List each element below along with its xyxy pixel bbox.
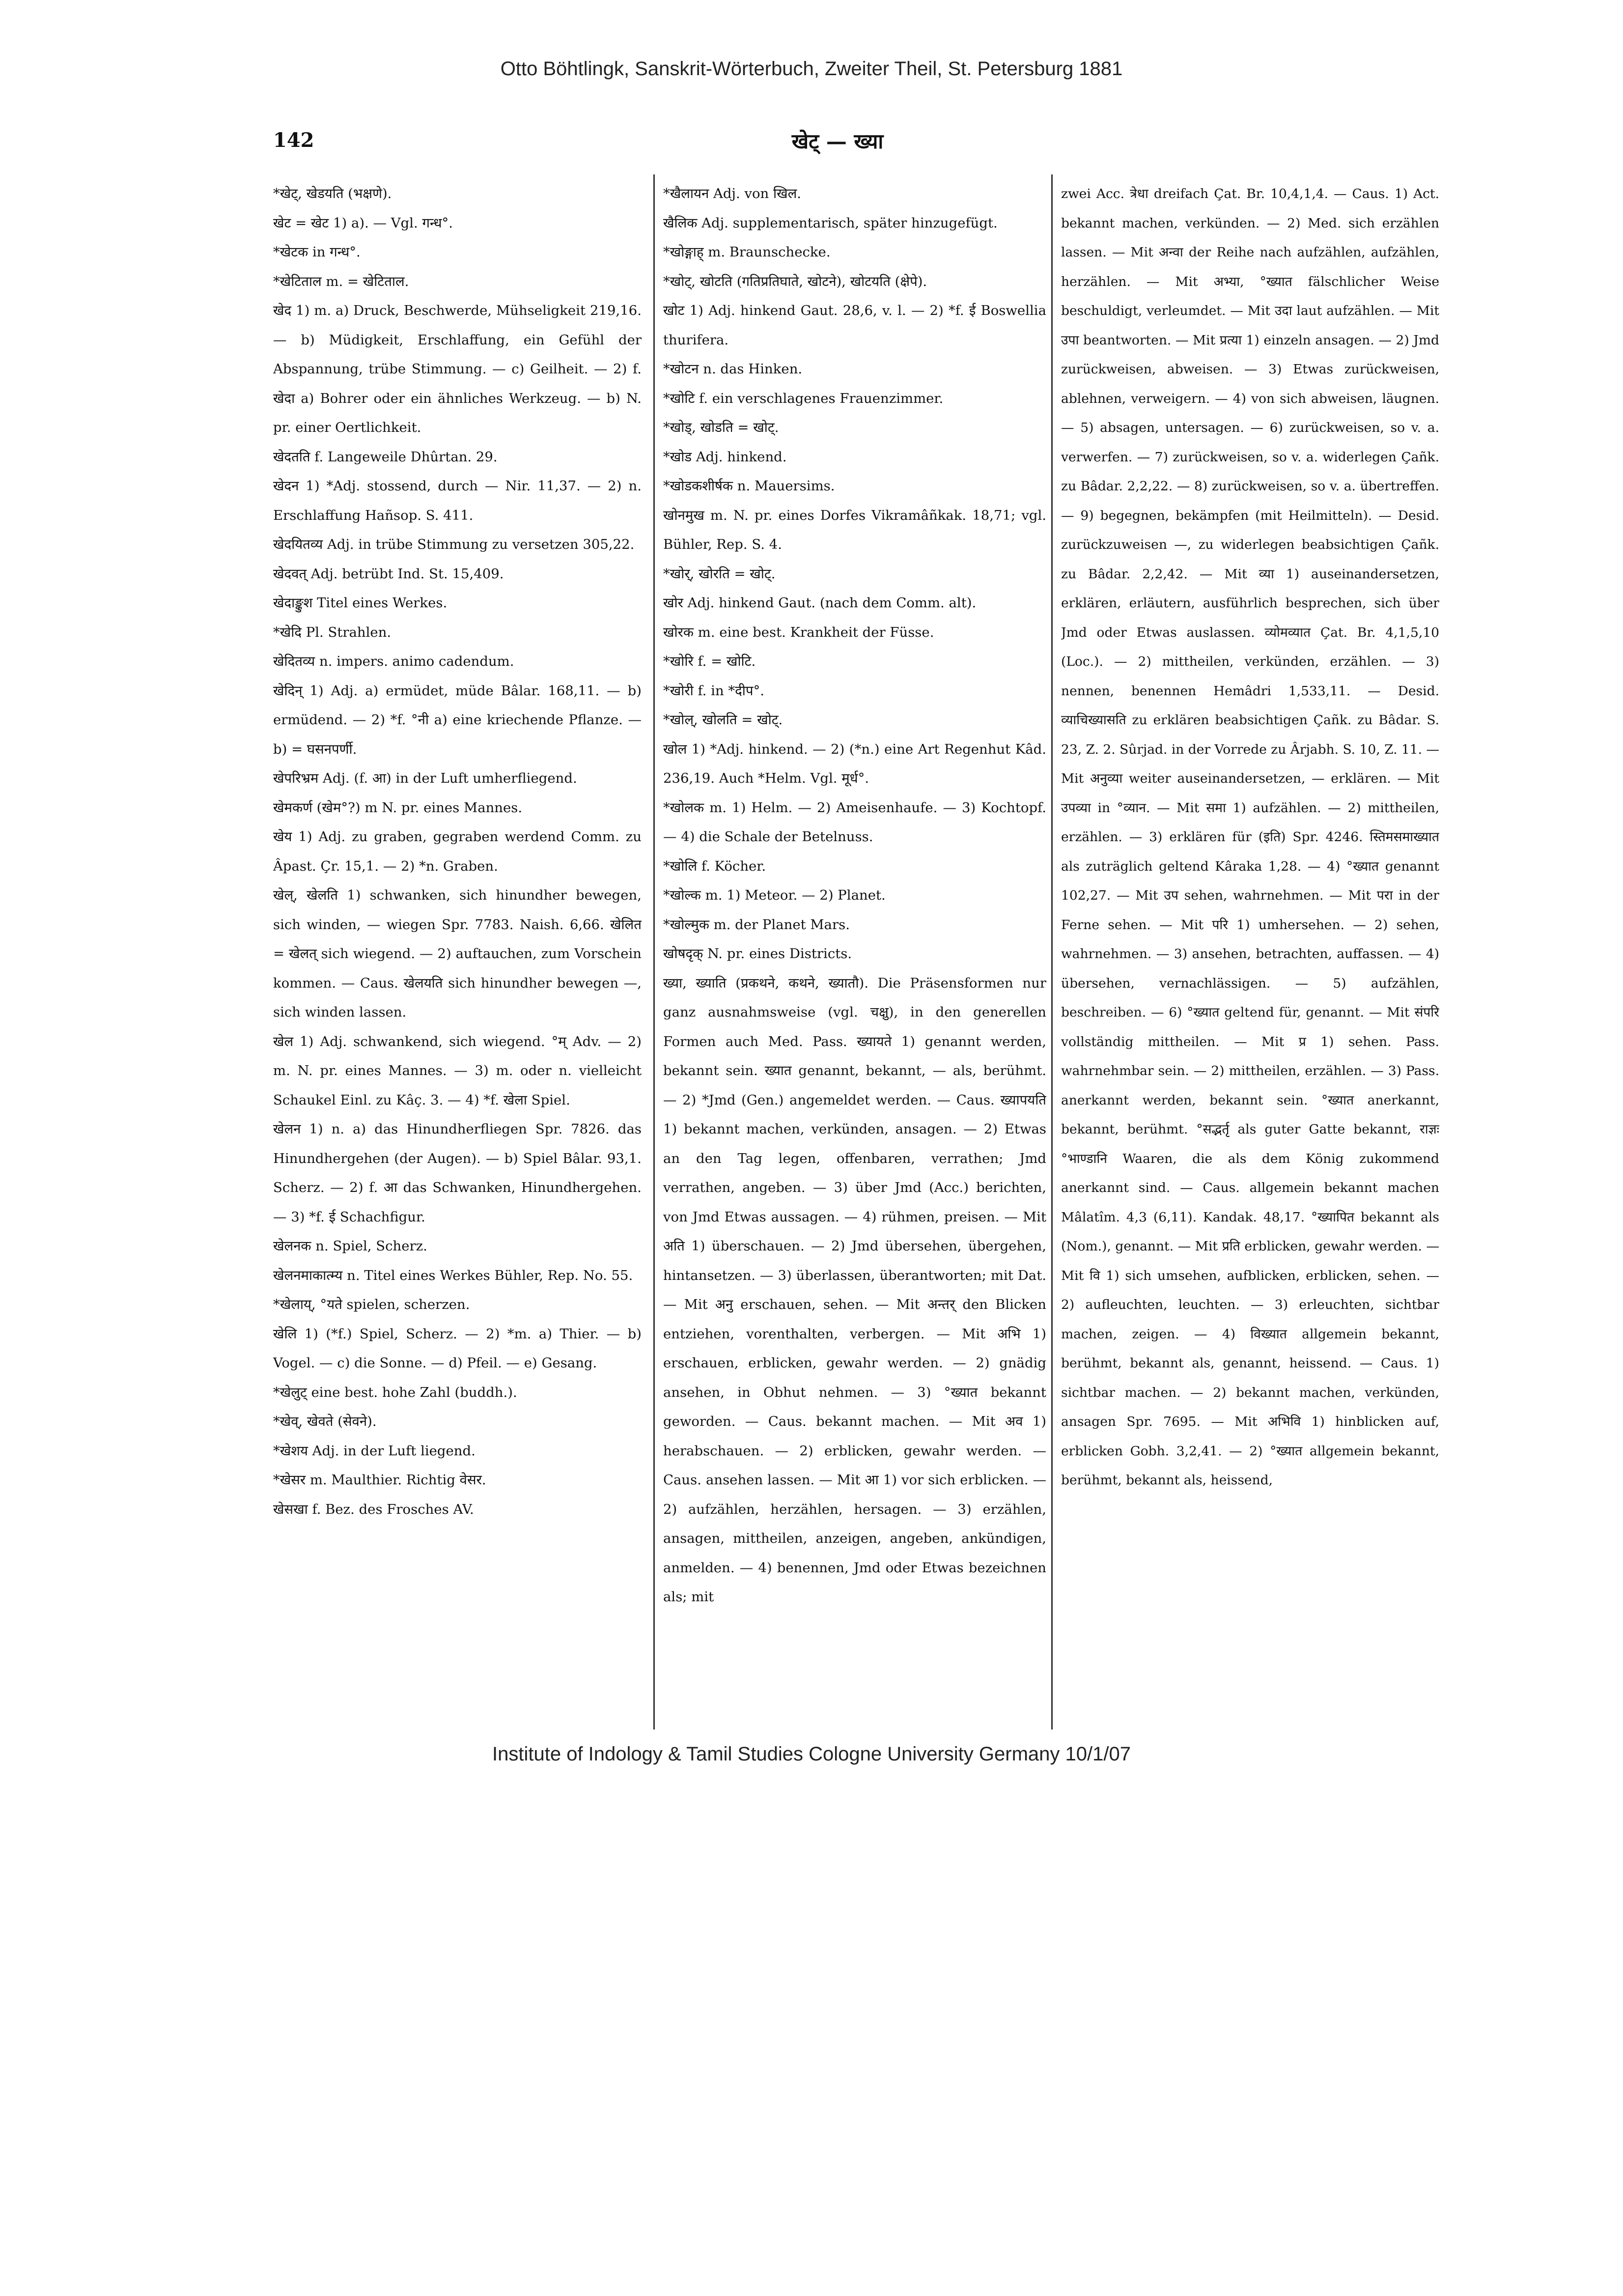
dictionary-entry: *खेलाय्, °यते spielen, scherzen.: [273, 1297, 470, 1312]
column-divider: [1051, 174, 1053, 1729]
dictionary-entry: खेसखा f. Bez. des Frosches AV.: [273, 1501, 474, 1517]
dictionary-entry: खेलनमाकात्म्य n. Titel eines Werkes Bühler, Rep. No. 55.: [273, 1267, 633, 1283]
dictionary-entry: *खोल्, खोलति = खोट्.: [663, 712, 783, 728]
dictionary-entry: खेल्, खेलति 1) schwanken, sich hinundher bewegen, sich winden, — wiegen Spr. 7783. Naish. 6,66. खेलित = खेलत् sich wiegend. — 2) auftauchen, zum Vorschein kommen. — Caus. खेलयति sich hinundher bewegen —, sich winden lassen.: [273, 887, 642, 1020]
dictionary-entry: खेपरिभ्रम Adj. (f. आ) in der Luft umherfliegend.: [273, 770, 577, 786]
dictionary-entry: *खेव्, खेवते (सेवने).: [273, 1414, 377, 1429]
dictionary-entry: खेट = खेट 1) a). — Vgl. गन्ध°.: [273, 215, 453, 231]
page-number: 142: [273, 129, 314, 152]
dictionary-entry: खेदिन् 1) Adj. a) ermüdet, müde Bâlar. 168,11. — b) ermüdend. — 2) *f. °नी a) eine kriechende Pflanze. — b) = घसनपर्णी.: [273, 682, 642, 757]
dictionary-entry: खोट 1) Adj. hinkend Gaut. 28,6, v. l. — 2) *f. ई Boswellia thurifera.: [663, 303, 1046, 348]
dictionary-entry: *खोटि f. ein verschlagenes Frauenzimmer.: [663, 390, 944, 406]
dictionary-entry: *खोल्क m. 1) Meteor. — 2) Planet.: [663, 887, 886, 903]
dictionary-entry: खेदितव्य n. impers. animo cadendum.: [273, 653, 514, 669]
dictionary-entry: खेदन 1) *Adj. stossend, durch — Nir. 11,37. — 2) n. Erschlaffung Hañsop. S. 411.: [273, 478, 642, 523]
dictionary-entry: *खेलुट् eine best. hohe Zahl (buddh.).: [273, 1384, 517, 1400]
dictionary-entry: खोल 1) *Adj. hinkend. — 2) (*n.) eine Art Regenhut Kâd. 236,19. Auch *Helm. Vgl. मूर्ध°.: [663, 741, 1046, 786]
dictionary-entry: zwei Acc. त्रेधा dreifach Çat. Br. 10,4,1,4. — Caus. 1) Act. bekannt machen, verkünden. — 2) Med. sich erzählen lassen. — Mit अन्वा der Reihe nach aufzählen, aufzählen, herzählen. — Mit अभ्या, °ख्यात fälschlicher Weise beschuldigt, verleumdet. — Mit उदा laut aufzählen. — Mit उपा beantworten. — Mit प्रत्या 1) einzeln ansagen. — 2) Jmd zurückweisen, abweisen. — 3) Etwas zurückweisen, ablehnen, verweigern. — 4) von sich abweisen, läugnen. — 5) absagen, untersagen. — 6) zurückweisen, so v. a. verwerfen. — 7) zurückweisen, so v. a. widerlegen Çañk. zu Bâdar. 2,2,22. — 8) zurückweisen, so v. a. übertreffen. — 9) begegnen, bekämpfen (mit Heilmitteln). — Desid. zurückzuweisen —, zu widerlegen beabsichtigen Çañk. zu Bâdar. 2,2,42. — Mit व्या 1) auseinandersetzen, erklären, erläutern, ausführlich besprechen, sich über Jmd oder Etwas auslassen. व्योमव्यात Çat. Br. 4,1,5,10 (Loc.). — 2) mittheilen, verkünden, erzählen. — 3) nennen, benennen Hemâdri 1,533,11. — Desid. व्याचिख्यासति zu erklären beabsichtigen Çañk. zu Bâdar. S. 23, Z. 2. Sûrjad. in der Vorrede zu Ârjabh. S. 10, Z. 11. — Mit अनुव्या weiter auseinandersetzen, — erklären. — Mit उपव्या in °व्यान. — Mit समा 1) aufzählen. — 2) mittheilen, erzählen. — 3) erklären für (इति) Spr. 4246. स्तिमसमाख्यात als zuträglich geltend Kâraka 1,28. — 4) °ख्यात genannt 102,27. — Mit उप sehen, wahrnehmen. — Mit परा in der Ferne sehen. — Mit परि 1) umhersehen. — 2) sehen, wahrnehmen. — 3) ansehen, betrachten, auffassen. — 4) übersehen, vernachlässigen. — 5) aufzählen, beschreiben. — 6) °ख्यात geltend für, genannt. — Mit संपरि vollständig mittheilen. — Mit प्र 1) sehen. Pass. wahrnehmbar sein. — 2) mittheilen, erzählen. — 3) Pass. anerkannt werden, bekannt sein. °ख्यात anerkannt, bekannt, berühmt. °सद्भर्तृ als guter Gatte bekannt, राज्ञः °भाण्डानि Waaren, die als dem König zukommend anerkannt sind. — Caus. allgemein bekannt machen Mâlatîm. 4,3 (6,11). Kandak. 48,17. °ख्यापित bekannt als (Nom.), genannt. — Mit प्रति erblicken, gewahr werden. — Mit वि 1) sich umsehen, aufblicken, erblicken, sehen. — 2) aufleuchten, leuchten. — 3) erleuchten, sichtbar machen, zeigen. — 4) विख्यात allgemein bekannt, berühmt, bekannt als, genannt, heissend. — Caus. 1) sichtbar machen. — 2) bekannt machen, verkünden, ansagen Spr. 7695. — Mit अभिवि 1) hinblicken auf, erblicken Gobh. 3,2,41. — 2) °ख्यात allgemein bekannt, berühmt, bekannt als, heissend,: [1061, 186, 1439, 1488]
dictionary-entry: *खोरि f. = खोटि.: [663, 653, 756, 669]
dictionary-entry: *खेटिताल m. = खेटिताल.: [273, 273, 409, 289]
dictionary-entry: *खोडकशीर्षक n. Mauersims.: [663, 478, 835, 494]
dictionary-entry: खेद 1) m. a) Druck, Beschwerde, Mühseligkeit 219,16. — b) Müdigkeit, Erschlaffung, ein Gefühl der Abspannung, trübe Stimmung. — c) Geilheit. — 2) f. खेदा a) Bohrer oder ein ähnliches Werkzeug. — b) N. pr. einer Oertlichkeit.: [273, 303, 642, 435]
dictionary-entry: खोनमुख m. N. pr. eines Dorfes Vikramâñkak. 18,71; vgl. Bühler, Rep. S. 4.: [663, 507, 1046, 552]
dictionary-entry: *खोङ्गाह् m. Braunschecke.: [663, 244, 831, 260]
dictionary-entry: *खोल्मुक m. der Planet Mars.: [663, 916, 850, 933]
dictionary-entry: *खोड Adj. hinkend.: [663, 449, 787, 465]
dictionary-entry: खेलि 1) (*f.) Spiel, Scherz. — 2) *m. a) Thier. — b) Vogel. — c) die Sonne. — d) Pfeil. — e) Gesang.: [273, 1326, 642, 1371]
dictionary-entry: *खेटक in गन्ध°.: [273, 244, 361, 260]
dictionary-entry: *खोलक m. 1) Helm. — 2) Ameisenhaufe. — 3) Kochtopf. — 4) die Schale der Betelnuss.: [663, 799, 1046, 845]
column-middle: [663, 179, 1046, 1742]
dictionary-entry: *खोरी f. in *दीप°.: [663, 682, 764, 699]
dictionary-entry: *खेट्, खेडयति (भक्षणे).: [273, 186, 392, 201]
dictionary-entry: *खोट्, खोटति (गतिप्रतिघाते, खोटने), खोटयति (क्षेपे).: [663, 273, 927, 289]
dictionary-entry: खेमकर्ण (खेम°?) m N. pr. eines Mannes.: [273, 799, 523, 816]
dictionary-entry: *खोर्, खोरति = खोट्.: [663, 566, 776, 582]
dictionary-entry: खैलिक Adj. supplementarisch, später hinzugefügt.: [663, 215, 998, 231]
dictionary-entry: खेय 1) Adj. zu graben, gegraben werdend Comm. zu Âpast. Çr. 15,1. — 2) *n. Graben.: [273, 829, 642, 874]
dictionary-entry: *खेशय Adj. in der Luft liegend.: [273, 1443, 476, 1459]
source-caption: Otto Böhtlingk, Sanskrit-Wörterbuch, Zweiter Theil, St. Petersburg 1881: [500, 58, 1123, 80]
institute-caption: Institute of Indology & Tamil Studies Cologne University Germany 10/1/07: [492, 1743, 1131, 1765]
dictionary-entry: खेदयितव्य Adj. in trübe Stimmung zu versetzen 305,22.: [273, 537, 635, 552]
dictionary-entry: *खैलायन Adj. von खिल.: [663, 186, 801, 201]
dictionary-entry: खोषदृक् N. pr. eines Districts.: [663, 946, 852, 962]
dictionary-entry: *खोटन n. das Hinken.: [663, 361, 803, 377]
dictionary-entry: खेल 1) Adj. schwankend, sich wiegend. °म् Adv. — 2) m. N. pr. eines Mannes. — 3) m. oder n. vielleicht Schaukel Einl. zu Kâç. 3. — 4) *f. खेला Spiel.: [273, 1033, 642, 1108]
dictionary-entry: *खोड्, खोडति = खोट्.: [663, 420, 779, 435]
dictionary-entry: खेलन 1) n. a) das Hinundherfliegen Spr. 7826. das Hinundhergehen (der Augen). — b) Spiel Bâlar. 93,1. Scherz. — 2) f. आ das Schwanken, Hinundhergehen. — 3) *f. ई Schachfigur.: [273, 1121, 642, 1225]
dictionary-entry: *खोलि f. Köcher.: [663, 858, 766, 874]
dictionary-entry: *खेदि Pl. Strahlen.: [273, 624, 392, 640]
column-left: [273, 179, 642, 1742]
dictionary-entry: खेदतति f. Langeweile Dhûrtan. 29.: [273, 449, 498, 465]
dictionary-entry: ख्या, ख्याति (प्रकथने, कथने, ख्यातौ). Die Präsensformen nur ganz ausnahmsweise (vgl. चक्षु), in den generellen Formen auch Med. Pass. ख्यायते 1) genannt werden, bekannt sein. ख्यात genannt, bekannt, — als, berühmt. — 2) *Jmd (Gen.) angemeldet werden. — Caus. ख्यापयति 1) bekannt machen, verkünden, ansagen. — 2) Etwas an den Tag legen, offenbaren, verrathen; Jmd verrathen, angeben. — 3) über Jmd (Acc.) berichten, von Jmd Etwas aussagen. — 4) rühmen, preisen. — Mit अति 1) überschauen. — 2) Jmd übersehen, übergehen, hintansetzen. — 3) überlassen, überantworten; mit Dat. — Mit अनु erschauen, sehen. — Mit अन्तर् den Blicken entziehen, vorenthalten, verbergen. — Mit अभि 1) erschauen, erblicken, gewahr werden. — 2) gnädig ansehen, in Obhut nehmen. — 3) °ख्यात bekannt geworden. — Caus. bekannt machen. — Mit अव 1) herabschauen. — 2) erblicken, gewahr werden. — Caus. ansehen lassen. — Mit आ 1) vor sich erblicken. — 2) aufzählen, herzählen, hersagen. — 3) erzählen, ansagen, mittheilen, anzeigen, angeben, ankündigen, anmelden. — 4) benennen, Jmd oder Etwas bezeichnen als; mit: [663, 975, 1046, 1605]
running-head: खेट् — ख्या: [791, 129, 884, 153]
dictionary-entry: खोरक m. eine best. Krankheit der Füsse.: [663, 624, 934, 640]
dictionary-entry: खेलनक n. Spiel, Scherz.: [273, 1238, 427, 1254]
dictionary-entry: *खेसर m. Maulthier. Richtig वेसर.: [273, 1472, 486, 1488]
column-divider: [653, 174, 655, 1729]
column-right: [1061, 179, 1439, 1742]
dictionary-entry: खेदवत् Adj. betrübt Ind. St. 15,409.: [273, 566, 504, 582]
dictionary-entry: खोर Adj. hinkend Gaut. (nach dem Comm. alt).: [663, 595, 977, 611]
dictionary-entry: खेदाङ्कुश Titel eines Werkes.: [273, 595, 448, 611]
